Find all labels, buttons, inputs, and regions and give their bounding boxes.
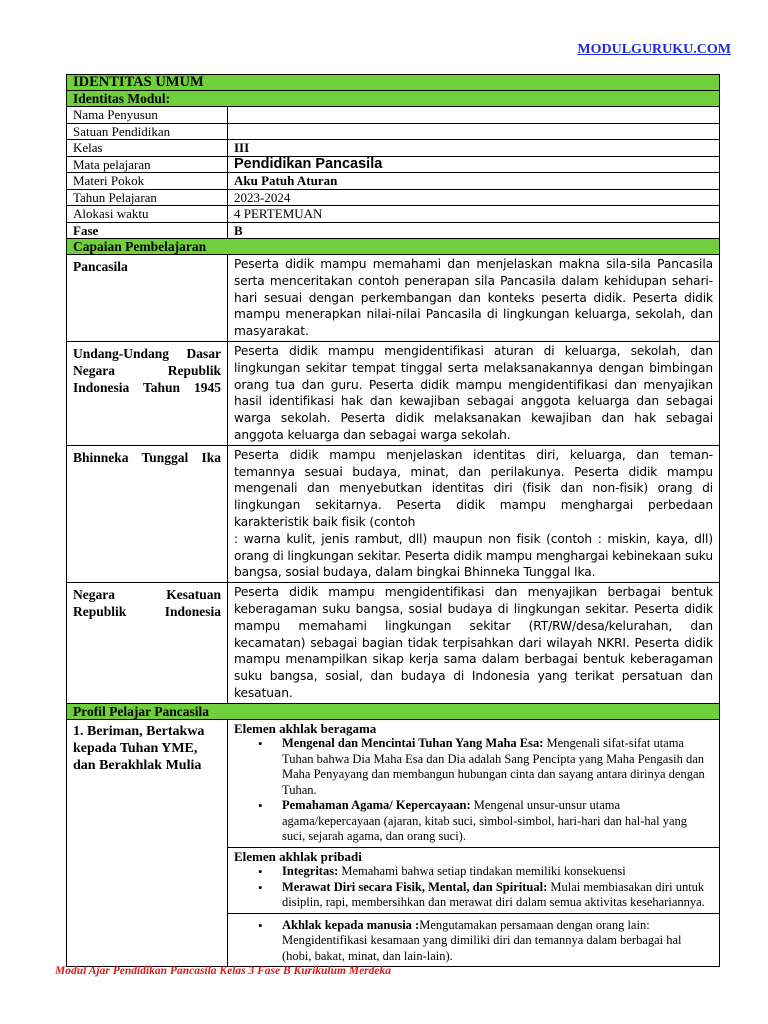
elemen-title: Elemen akhlak pribadi (234, 848, 362, 864)
identity-value: Aku Patuh Aturan (228, 173, 720, 190)
capaian-description: Peserta didik mampu mengidentifikasi dan menyajikan berbagai bentuk keberagaman suku bangsa, sosial budaya di lingkungan sekitar. Peserta didik mampu memahami lingkungan sekitar (RT/RW/desa/kelurahan, dan kecamatan) sebagai bagian tidak terpisahkan dari wilayah NKRI. Peserta didik mampu menampilkan sikap kerja sama dalam berbagai bentuk keberagaman suku bangsa, sosial, dan budaya di Indonesia yang terikat persatuan dan kesatuan. (228, 583, 720, 704)
section-header-profil (67, 703, 720, 719)
identity-value (228, 123, 720, 140)
elemen-term: Merawat Diri secara Fisik, Mental, dan Spiritual: (282, 879, 548, 894)
capaian-row (67, 445, 720, 582)
identity-row (67, 107, 720, 124)
identity-label: Tahun Pelajaran (67, 189, 228, 206)
identity-value (228, 107, 720, 124)
elemen-text: Mengutamakan persamaan dengan orang lain: Mengidentifikasi kesamaan yang dimiliki diri dan temannya dalam berbagai hal (hobi, bakat, minat, dan lain-lain). (282, 917, 682, 963)
capaian-element: Negara Kesatuan Republik Indonesia (67, 583, 228, 704)
capaian-description-part: : warna kulit, jenis rambut, dll) maupun non fisik (contoh : miskin, kaya, dll) orang di lingkungan sekitar. Peserta didik mampu menghargai kebinekaan suku bangsa, sosial budaya, dalam bingkai Bhinneka Tunggal Ika. (234, 531, 713, 580)
identity-label: Fase (67, 222, 228, 239)
section-subtitle: Identitas Modul: (67, 91, 720, 107)
identity-row (67, 140, 720, 157)
identity-label: Kelas (67, 140, 228, 157)
profil-elemen-pribadi (228, 847, 720, 913)
identity-value: B (228, 222, 720, 239)
capaian-element: Pancasila (67, 255, 228, 342)
section-title: IDENTITAS UMUM (67, 75, 720, 91)
elemen-item (282, 798, 713, 845)
section-header-identitas (67, 75, 720, 91)
identity-label: Satuan Pendidikan (67, 123, 228, 140)
elemen-term: Mengenal dan Mencintai Tuhan Yang Maha Esa: (282, 736, 544, 751)
capaian-row (67, 583, 720, 704)
identity-value: 2023-2024 (228, 189, 720, 206)
module-table (66, 74, 720, 967)
section-header-capaian (67, 239, 720, 255)
elemen-item (282, 864, 713, 880)
footer-text: Modul Ajar Pendidikan Pancasila Kelas 3 Fase B Kurikulum Merdeka (55, 965, 391, 977)
profil-dimension: 1. Beriman, Bertakwa kepada Tuhan YME, dan Berakhlak Mulia (67, 719, 228, 967)
identity-label: Materi Pokok (67, 173, 228, 190)
elemen-term: Akhlak kepada manusia : (282, 917, 420, 932)
elemen-list (234, 918, 713, 965)
identity-row (67, 222, 720, 239)
identity-label: Mata pelajaran (67, 156, 228, 173)
elemen-item (282, 736, 713, 798)
capaian-description: Peserta didik mampu memahami dan menjelaskan makna sila-sila Pancasila serta menceritakan contoh penerapan sila Pancasila dalam kehidupan sehari-hari sesuai dengan perkembangan dan konteks peserta didik. Peserta didik mampu menerapkan nilai-nilai Pancasila di lingkungan keluarga, sekolah, dan masyarakat. (228, 255, 720, 342)
section-title: Capaian Pembelajaran (67, 239, 720, 255)
elemen-title: Elemen akhlak beragama (234, 720, 377, 736)
identity-row (67, 173, 720, 190)
capaian-row (67, 341, 720, 445)
identity-label: Alokasi waktu (67, 206, 228, 223)
elemen-list (234, 736, 713, 845)
elemen-item (282, 880, 713, 911)
identity-row (67, 156, 720, 173)
profil-elemen-manusia (228, 913, 720, 967)
identity-value: III (228, 140, 720, 157)
profil-row (67, 719, 720, 847)
identity-label: Nama Penyusun (67, 107, 228, 124)
capaian-description-part: Peserta didik mampu menjelaskan identitas diri, keluarga, dan teman-temannya sesuai budaya, minat, dan perilakunya. Peserta didik mampu mengenali dan menyebutkan identitas diri (fisik dan non-fisik) orang di lingkungan sekitarnya. Peserta didik mampu menghargai perbedaan karakteristik baik fisik (contoh (234, 447, 713, 529)
capaian-description: Peserta didik mampu mengidentifikasi aturan di keluarga, sekolah, dan lingkungan sekitar tempat tinggal serta melaksanakannya dengan bimbingan orang tua dan guru. Peserta didik mampu mengidentifikasi dan menyajikan hasil identifikasi hak dan kewajiban sebagai anggota keluarga dan sebagai warga sekolah. Peserta didik melaksanakan kewajiban dan hak sebagai anggota keluarga dan sebagai warga sekolah. (228, 341, 720, 445)
identity-row (67, 206, 720, 223)
profil-elemen-beragama (228, 719, 720, 847)
identity-row (67, 123, 720, 140)
capaian-element: Bhinneka Tunggal Ika (67, 445, 228, 582)
capaian-description (228, 445, 720, 582)
section-subheader-identitas-modul (67, 91, 720, 107)
identity-value: Pendidikan Pancasila (228, 156, 720, 173)
identity-row (67, 189, 720, 206)
elemen-text: Mulai membiasakan diri untuk disiplin, rapi, membersihkan dan merawat diri dalam semua aktivitas kesehariannya. (282, 879, 705, 910)
site-link[interactable]: MODULGURUKU.COM (577, 42, 731, 57)
capaian-row (67, 255, 720, 342)
elemen-term: Integritas: (282, 864, 339, 879)
elemen-term: Pemahaman Agama/ Kepercayaan: (282, 798, 471, 813)
elemen-text: Mengenal unsur-unsur utama agama/kepercayaan (ajaran, kitab suci, simbol-simbol, hari-hari dan hal-hal yang suci, sejarah agama, dan orang suci). (282, 798, 688, 844)
elemen-text: Mengenali sifat-sifat utama Tuhan bahwa Dia Maha Esa dan Dia adalah Sang Pencipta yang Maha Pengasih dan Maha Penyayang dan membangun hubungan cinta dan sayang antara dirinya dengan Tuhan. (282, 736, 705, 797)
elemen-item (282, 918, 713, 965)
identity-value: 4 PERTEMUAN (228, 206, 720, 223)
elemen-list (234, 864, 713, 911)
capaian-element: Undang-Undang Dasar Negara Republik Indonesia Tahun 1945 (67, 341, 228, 445)
section-title: Profil Pelajar Pancasila (67, 703, 720, 719)
elemen-text: Memahami bahwa setiap tindakan memiliki konsekuensi (338, 864, 626, 879)
